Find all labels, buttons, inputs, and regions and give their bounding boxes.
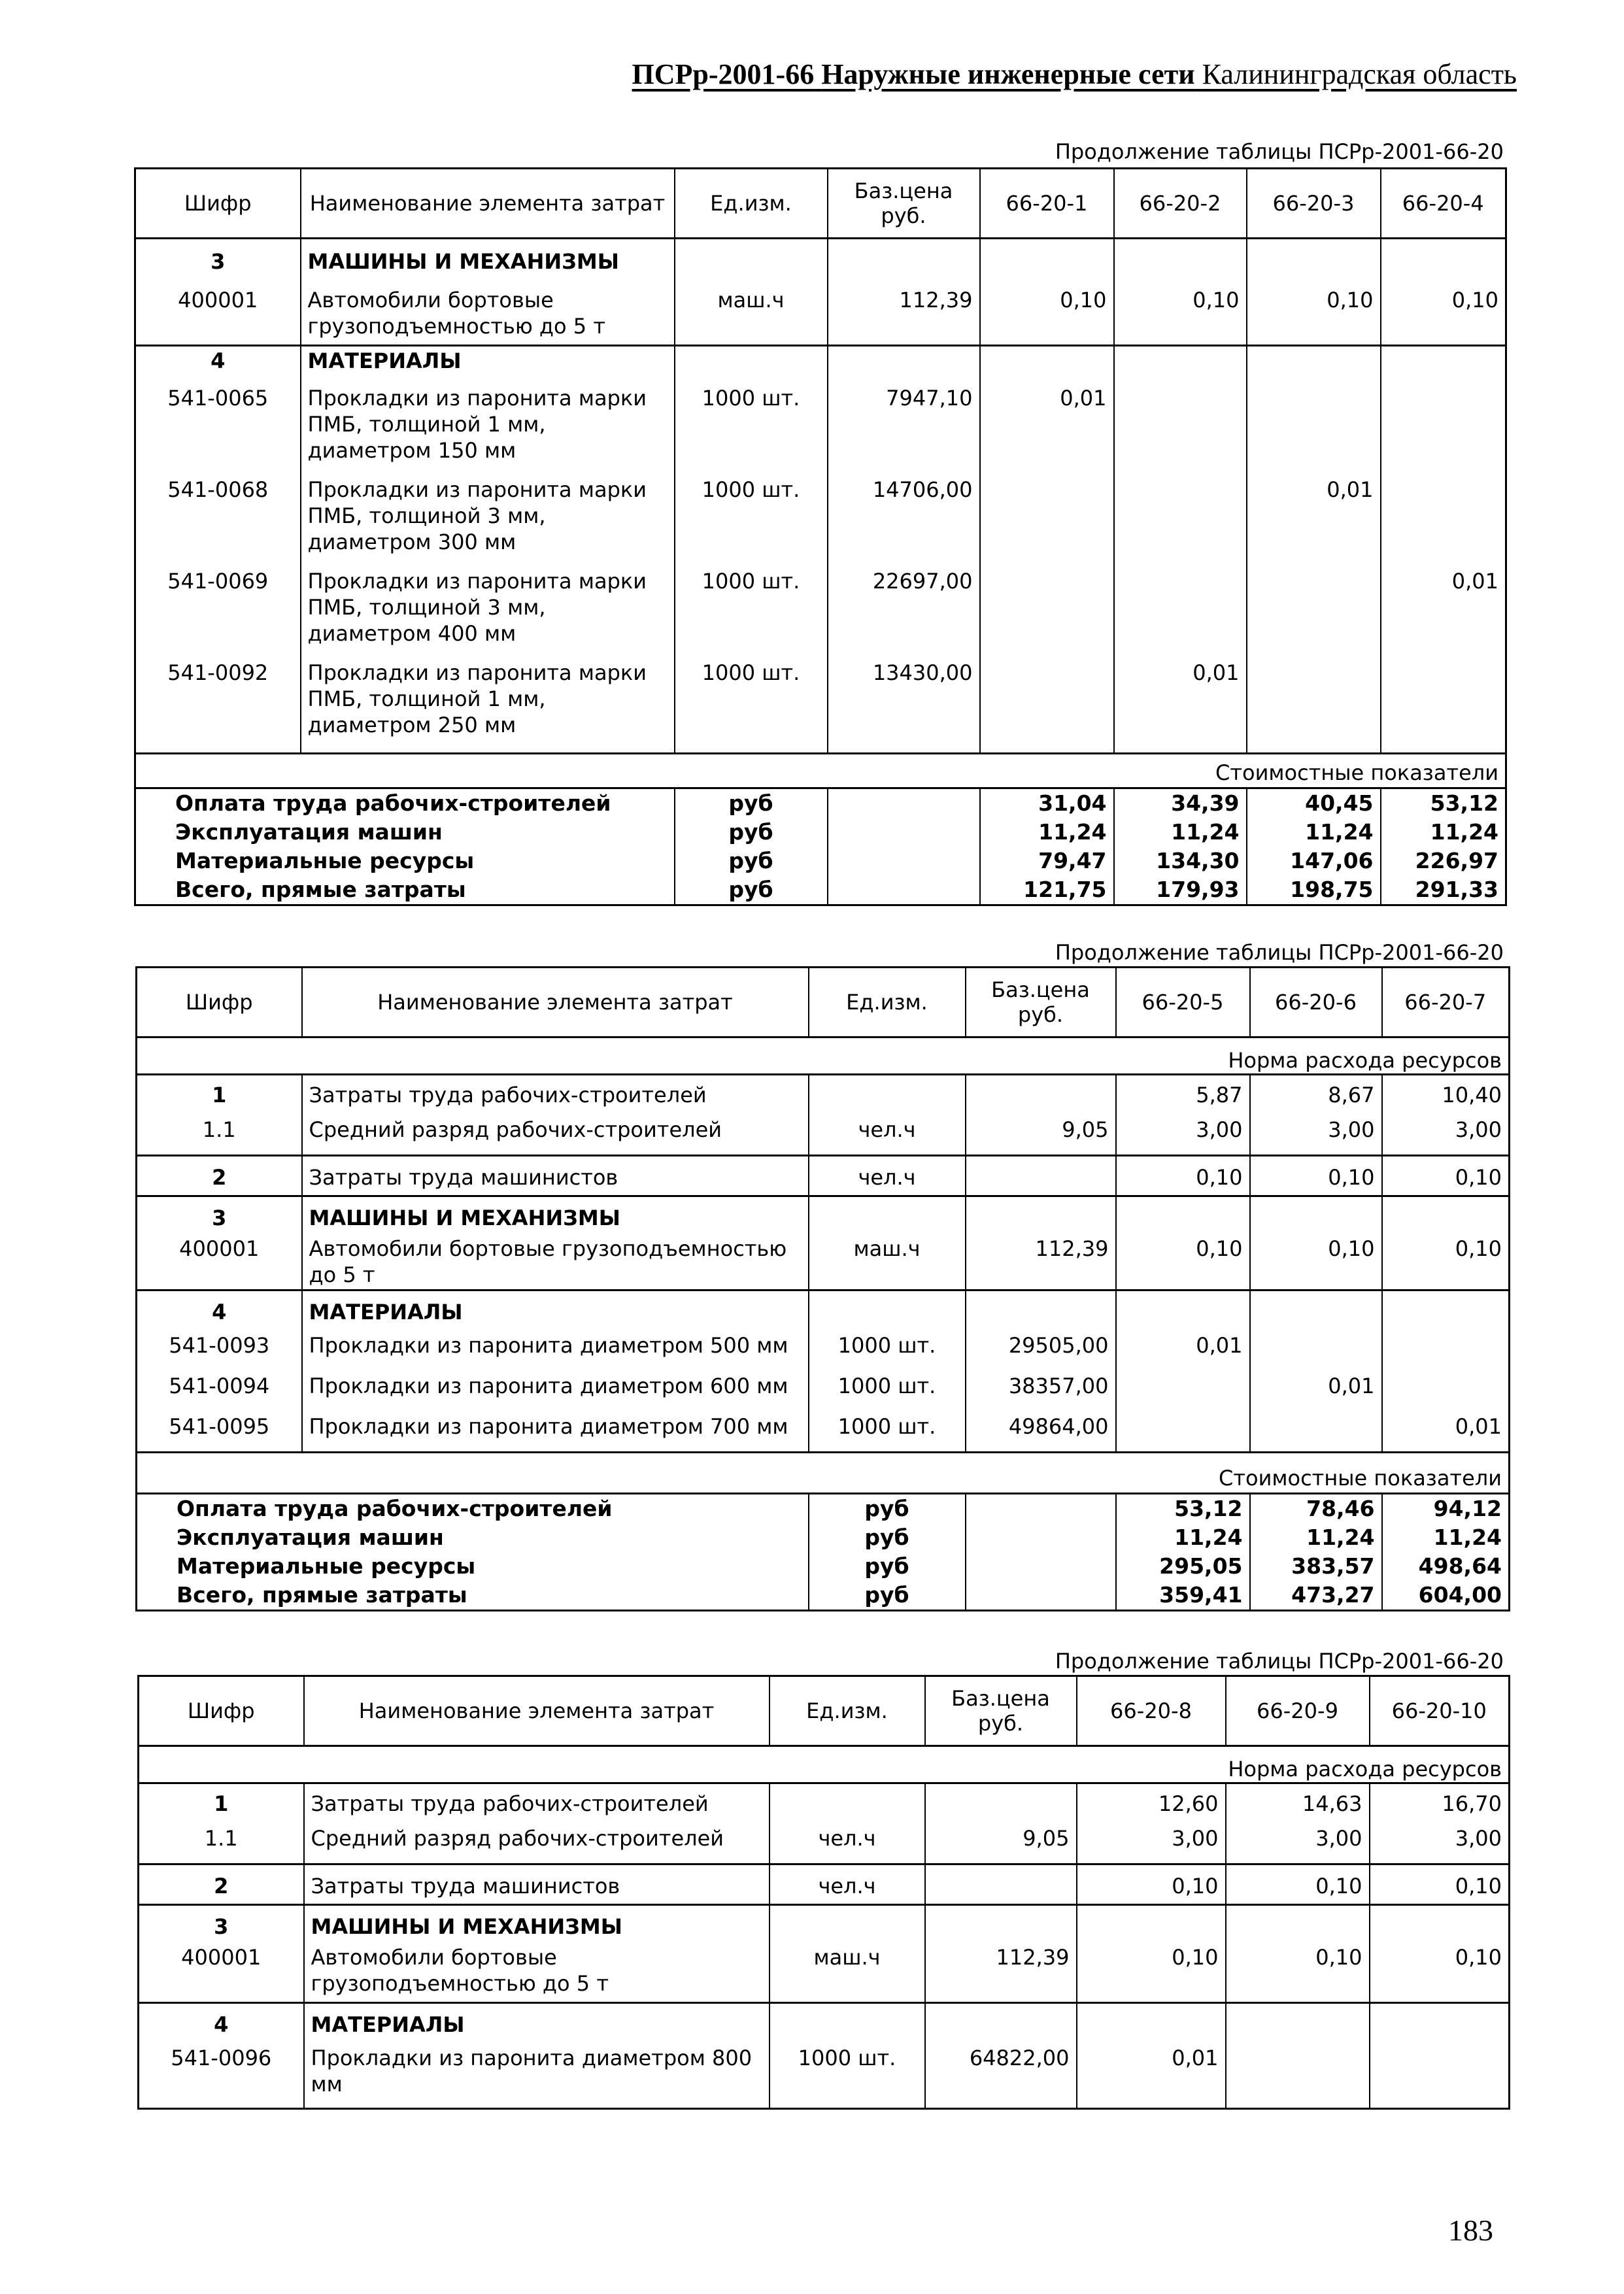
row-value: 0,10 — [1247, 286, 1381, 346]
row-value: 0,01 — [1381, 567, 1506, 658]
section-title: МАШИНЫ И МЕХАНИЗМЫ — [304, 1905, 770, 1943]
row-unit: 1000 шт. — [675, 384, 828, 475]
row-value — [1381, 658, 1506, 754]
col-header-unit: Ед.изм. — [675, 169, 828, 239]
norm-label-row — [139, 1746, 1510, 1783]
section-code: 4 — [135, 346, 301, 384]
row-unit: 1000 шт. — [675, 658, 828, 754]
cost-row — [137, 1523, 1510, 1552]
cost-name: Всего, прямые затраты — [135, 875, 675, 905]
row-unit: маш.ч — [809, 1234, 966, 1290]
col-header-code: Шифр — [139, 1676, 304, 1746]
row-price: 9,05 — [925, 1824, 1077, 1864]
table-row — [137, 1331, 1510, 1372]
row-value — [1247, 658, 1381, 754]
cost-value: 291,33 — [1381, 875, 1506, 905]
row-value: 0,10 — [980, 286, 1114, 346]
row-price: 7947,10 — [828, 384, 980, 475]
row-price: 112,39 — [925, 1943, 1077, 2003]
row-value: 0,10 — [1077, 1864, 1226, 1905]
section-title: МАТЕРИАЛЫ — [301, 346, 675, 384]
row-value: 12,60 — [1077, 1783, 1226, 1824]
table-row — [139, 1943, 1510, 2003]
row-value — [1226, 2044, 1370, 2109]
table-row — [137, 1372, 1510, 1412]
cost-unit: руб — [675, 818, 828, 847]
section-title: МАТЕРИАЛЫ — [302, 1290, 809, 1331]
row-value: 0,10 — [1250, 1234, 1382, 1290]
col-header-price: Баз.цена руб. — [828, 169, 980, 239]
col-header-name: Наименование элемента затрат — [301, 169, 675, 239]
table-row — [137, 1412, 1510, 1453]
row-name: Затраты труда машинистов — [302, 1156, 809, 1196]
cost-name: Оплата труда рабочих-строителей — [137, 1494, 809, 1524]
table2-header-row — [137, 968, 1510, 1037]
table-row — [135, 286, 1506, 346]
section-code: 3 — [137, 1196, 302, 1234]
col-header-norm: 66-20-10 — [1370, 1676, 1510, 1746]
section-row — [137, 1290, 1510, 1331]
section-title: МАШИНЫ И МЕХАНИЗМЫ — [302, 1196, 809, 1234]
table1-continuation: Продолжение таблицы ПСРр-2001-66-20 — [1055, 139, 1504, 164]
row-value — [1382, 1331, 1510, 1372]
row-value: 5,87 — [1116, 1075, 1250, 1115]
row-code: 400001 — [139, 1943, 304, 2003]
row-unit: чел.ч — [770, 1864, 925, 1905]
cost-row — [137, 1552, 1510, 1581]
table2 — [135, 966, 1510, 1611]
col-header-norm: 66-20-3 — [1247, 169, 1381, 239]
table-row — [137, 1115, 1510, 1156]
cost-label-row — [137, 1453, 1510, 1494]
row-value — [1247, 567, 1381, 658]
row-value — [1381, 475, 1506, 567]
row-name: Прокладки из паронита диаметром 800 мм — [304, 2044, 770, 2109]
row-value — [1247, 384, 1381, 475]
section-row — [139, 2003, 1510, 2044]
cost-row — [135, 818, 1506, 847]
row-price — [966, 1075, 1116, 1115]
col-header-name: Наименование элемента затрат — [304, 1676, 770, 1746]
row-name: Прокладки из паронита диаметром 500 мм — [302, 1331, 809, 1372]
row-price: 22697,00 — [828, 567, 980, 658]
cost-value: 11,24 — [1382, 1523, 1510, 1552]
row-name: Прокладки из паронита диаметром 600 мм — [302, 1372, 809, 1412]
row-value: 0,01 — [1247, 475, 1381, 567]
col-header-norm: 66-20-5 — [1116, 968, 1250, 1037]
cost-unit: руб — [809, 1523, 966, 1552]
row-name: Прокладки из паронита марки ПМБ, толщиной 3 мм, диаметром 300 мм — [301, 475, 675, 567]
row-unit: чел.ч — [809, 1115, 966, 1156]
row-name: Автомобили бортовые грузоподъемностью до 5 т — [302, 1234, 809, 1290]
table-row — [137, 1075, 1510, 1115]
section-row — [135, 346, 1506, 384]
cost-value: 359,41 — [1116, 1581, 1250, 1611]
table3-header-row — [139, 1676, 1510, 1746]
cost-value: 94,12 — [1382, 1494, 1510, 1524]
cost-name: Материальные ресурсы — [135, 847, 675, 875]
row-code: 541-0093 — [137, 1331, 302, 1372]
section-title: МАТЕРИАЛЫ — [304, 2003, 770, 2044]
col-header-norm: 66-20-7 — [1382, 968, 1510, 1037]
cost-row — [137, 1494, 1510, 1524]
cost-value: 498,64 — [1382, 1552, 1510, 1581]
row-code: 541-0092 — [135, 658, 301, 754]
row-code: 541-0096 — [139, 2044, 304, 2109]
row-code: 2 — [139, 1864, 304, 1905]
header-code: ПСРр-2001-66 — [632, 58, 815, 90]
cost-unit: руб — [809, 1581, 966, 1611]
row-price: 112,39 — [828, 286, 980, 346]
row-value: 0,01 — [1250, 1372, 1382, 1412]
col-header-norm: 66-20-1 — [980, 169, 1114, 239]
cost-unit: руб — [675, 788, 828, 818]
row-price: 112,39 — [966, 1234, 1116, 1290]
cost-value: 604,00 — [1382, 1581, 1510, 1611]
table3 — [137, 1675, 1510, 2110]
page-header — [562, 58, 1517, 91]
col-header-code: Шифр — [137, 968, 302, 1037]
row-code: 541-0069 — [135, 567, 301, 658]
cost-value: 40,45 — [1247, 788, 1381, 818]
row-value: 0,01 — [980, 384, 1114, 475]
cost-value: 11,24 — [1116, 1523, 1250, 1552]
row-name: Автомобили бортовые грузоподъемностью до 5 т — [301, 286, 675, 346]
row-unit — [770, 1783, 925, 1824]
row-value: 16,70 — [1370, 1783, 1510, 1824]
cost-value: 31,04 — [980, 788, 1114, 818]
row-name: Затраты труда машинистов — [304, 1864, 770, 1905]
cost-label-row — [135, 754, 1506, 788]
row-value: 3,00 — [1077, 1824, 1226, 1864]
row-value — [980, 658, 1114, 754]
col-header-name: Наименование элемента затрат — [302, 968, 809, 1037]
table-row — [135, 658, 1506, 754]
col-header-price: Баз.цена руб. — [966, 968, 1116, 1037]
row-value — [1382, 1372, 1510, 1412]
norm-label: Норма расхода ресурсов — [137, 1037, 1510, 1075]
col-header-norm: 66-20-2 — [1114, 169, 1247, 239]
cost-value: 34,39 — [1114, 788, 1247, 818]
col-header-unit: Ед.изм. — [809, 968, 966, 1037]
row-value: 0,10 — [1116, 1156, 1250, 1196]
row-code: 1 — [137, 1075, 302, 1115]
cost-value: 226,97 — [1381, 847, 1506, 875]
table-row — [135, 567, 1506, 658]
row-code: 541-0094 — [137, 1372, 302, 1412]
row-code: 1.1 — [137, 1115, 302, 1156]
row-price — [966, 1156, 1116, 1196]
table-row — [137, 1156, 1510, 1196]
cost-row — [137, 1581, 1510, 1611]
cost-value: 147,06 — [1247, 847, 1381, 875]
row-unit: чел.ч — [809, 1156, 966, 1196]
row-code: 1.1 — [139, 1824, 304, 1864]
row-unit: 1000 шт. — [809, 1331, 966, 1372]
row-name: Автомобили бортовые грузоподъемностью до 5 т — [304, 1943, 770, 2003]
section-code: 4 — [137, 1290, 302, 1331]
col-header-norm: 66-20-8 — [1077, 1676, 1226, 1746]
row-value: 0,10 — [1382, 1156, 1510, 1196]
cost-name: Оплата труда рабочих-строителей — [135, 788, 675, 818]
cost-value: 53,12 — [1116, 1494, 1250, 1524]
row-price: 64822,00 — [925, 2044, 1077, 2109]
row-value — [980, 567, 1114, 658]
row-unit: 1000 шт. — [675, 475, 828, 567]
cost-value: 11,24 — [1381, 818, 1506, 847]
cost-value: 121,75 — [980, 875, 1114, 905]
table-row — [139, 1864, 1510, 1905]
section-row — [135, 239, 1506, 286]
section-code: 3 — [139, 1905, 304, 1943]
cost-label: Стоимостные показатели — [135, 754, 1506, 788]
norm-label: Норма расхода ресурсов — [139, 1746, 1510, 1783]
row-unit: 1000 шт. — [809, 1412, 966, 1453]
row-value: 0,01 — [1077, 2044, 1226, 2109]
col-header-norm: 66-20-6 — [1250, 968, 1382, 1037]
row-code: 541-0095 — [137, 1412, 302, 1453]
row-value: 0,10 — [1114, 286, 1247, 346]
cost-value: 53,12 — [1381, 788, 1506, 818]
cost-row — [135, 847, 1506, 875]
row-value: 0,10 — [1382, 1234, 1510, 1290]
row-value — [1116, 1372, 1250, 1412]
cost-unit: руб — [809, 1494, 966, 1524]
row-code: 1 — [139, 1783, 304, 1824]
cost-name: Эксплуатация машин — [135, 818, 675, 847]
page-number: 183 — [1448, 2214, 1493, 2247]
cost-name: Всего, прямые затраты — [137, 1581, 809, 1611]
section-title: МАШИНЫ И МЕХАНИЗМЫ — [301, 239, 675, 286]
header-title: Наружные инженерные сети — [821, 58, 1195, 90]
row-value: 0,10 — [1077, 1943, 1226, 2003]
row-value: 0,10 — [1381, 286, 1506, 346]
row-value: 0,10 — [1226, 1864, 1370, 1905]
cost-value: 11,24 — [980, 818, 1114, 847]
cost-name: Эксплуатация машин — [137, 1523, 809, 1552]
row-unit: 1000 шт. — [770, 2044, 925, 2109]
row-name: Средний разряд рабочих-строителей — [302, 1115, 809, 1156]
row-value: 3,00 — [1116, 1115, 1250, 1156]
row-unit: чел.ч — [770, 1824, 925, 1864]
row-name: Средний разряд рабочих-строителей — [304, 1824, 770, 1864]
row-unit: 1000 шт. — [809, 1372, 966, 1412]
cost-unit: руб — [809, 1552, 966, 1581]
table-row — [139, 2044, 1510, 2109]
row-value: 3,00 — [1250, 1115, 1382, 1156]
row-value: 3,00 — [1370, 1824, 1510, 1864]
col-header-norm: 66-20-4 — [1381, 169, 1506, 239]
row-name: Прокладки из паронита марки ПМБ, толщиной 1 мм, диаметром 250 мм — [301, 658, 675, 754]
table-row — [137, 1234, 1510, 1290]
row-value — [1114, 567, 1247, 658]
row-value: 8,67 — [1250, 1075, 1382, 1115]
row-name: Затраты труда рабочих-строителей — [304, 1783, 770, 1824]
row-value — [1370, 2044, 1510, 2109]
cost-value: 78,46 — [1250, 1494, 1382, 1524]
row-value — [980, 475, 1114, 567]
table-row — [135, 475, 1506, 567]
row-value: 3,00 — [1226, 1824, 1370, 1864]
table3-continuation: Продолжение таблицы ПСРр-2001-66-20 — [1055, 1649, 1504, 1674]
cost-name: Материальные ресурсы — [137, 1552, 809, 1581]
cost-value: 295,05 — [1116, 1552, 1250, 1581]
row-name: Прокладки из паронита диаметром 700 мм — [302, 1412, 809, 1453]
row-value: 0,01 — [1382, 1412, 1510, 1453]
cost-label: Стоимостные показатели — [137, 1453, 1510, 1494]
col-header-code: Шифр — [135, 169, 301, 239]
row-code: 400001 — [137, 1234, 302, 1290]
cost-row — [135, 875, 1506, 905]
cost-unit: руб — [675, 875, 828, 905]
cost-value: 134,30 — [1114, 847, 1247, 875]
table1-header-row — [135, 169, 1506, 239]
row-unit: 1000 шт. — [675, 567, 828, 658]
table2-continuation: Продолжение таблицы ПСРр-2001-66-20 — [1055, 940, 1504, 965]
table-row — [139, 1824, 1510, 1864]
row-unit: маш.ч — [675, 286, 828, 346]
row-price: 14706,00 — [828, 475, 980, 567]
row-value: 0,01 — [1114, 658, 1247, 754]
row-price: 38357,00 — [966, 1372, 1116, 1412]
row-unit: маш.ч — [770, 1943, 925, 2003]
cost-value: 11,24 — [1250, 1523, 1382, 1552]
section-row — [139, 1905, 1510, 1943]
row-code: 541-0065 — [135, 384, 301, 475]
section-row — [137, 1196, 1510, 1234]
section-code: 3 — [135, 239, 301, 286]
row-value: 0,01 — [1116, 1331, 1250, 1372]
row-value: 0,10 — [1370, 1943, 1510, 2003]
row-code: 2 — [137, 1156, 302, 1196]
col-header-price: Баз.цена руб. — [925, 1676, 1077, 1746]
row-value: 0,10 — [1226, 1943, 1370, 2003]
cost-row — [135, 788, 1506, 818]
cost-unit: руб — [675, 847, 828, 875]
row-code: 541-0068 — [135, 475, 301, 567]
row-value: 10,40 — [1382, 1075, 1510, 1115]
cost-value: 11,24 — [1114, 818, 1247, 847]
row-name: Затраты труда рабочих-строителей — [302, 1075, 809, 1115]
row-value: 0,10 — [1370, 1864, 1510, 1905]
row-price — [925, 1864, 1077, 1905]
row-unit — [809, 1075, 966, 1115]
table-row — [135, 384, 1506, 475]
cost-value: 473,27 — [1250, 1581, 1382, 1611]
row-name: Прокладки из паронита марки ПМБ, толщиной 1 мм, диаметром 150 мм — [301, 384, 675, 475]
cost-value: 179,93 — [1114, 875, 1247, 905]
cost-value: 383,57 — [1250, 1552, 1382, 1581]
header-region: Калининградская область — [1202, 58, 1517, 90]
row-price — [925, 1783, 1077, 1824]
section-code: 4 — [139, 2003, 304, 2044]
row-value — [1250, 1331, 1382, 1372]
cost-value: 79,47 — [980, 847, 1114, 875]
row-price: 49864,00 — [966, 1412, 1116, 1453]
row-value — [1116, 1412, 1250, 1453]
row-price: 29505,00 — [966, 1331, 1116, 1372]
table-row — [139, 1783, 1510, 1824]
col-header-norm: 66-20-9 — [1226, 1676, 1370, 1746]
table1 — [134, 167, 1507, 906]
cost-value: 198,75 — [1247, 875, 1381, 905]
row-price: 13430,00 — [828, 658, 980, 754]
row-value — [1114, 475, 1247, 567]
row-value: 0,10 — [1116, 1234, 1250, 1290]
row-code: 400001 — [135, 286, 301, 346]
row-value — [1114, 384, 1247, 475]
row-name: Прокладки из паронита марки ПМБ, толщиной 3 мм, диаметром 400 мм — [301, 567, 675, 658]
row-value — [1250, 1412, 1382, 1453]
col-header-unit: Ед.изм. — [770, 1676, 925, 1746]
row-price: 9,05 — [966, 1115, 1116, 1156]
row-value — [1381, 384, 1506, 475]
norm-label-row — [137, 1037, 1510, 1075]
row-value: 0,10 — [1250, 1156, 1382, 1196]
row-value: 3,00 — [1382, 1115, 1510, 1156]
row-value: 14,63 — [1226, 1783, 1370, 1824]
cost-value: 11,24 — [1247, 818, 1381, 847]
